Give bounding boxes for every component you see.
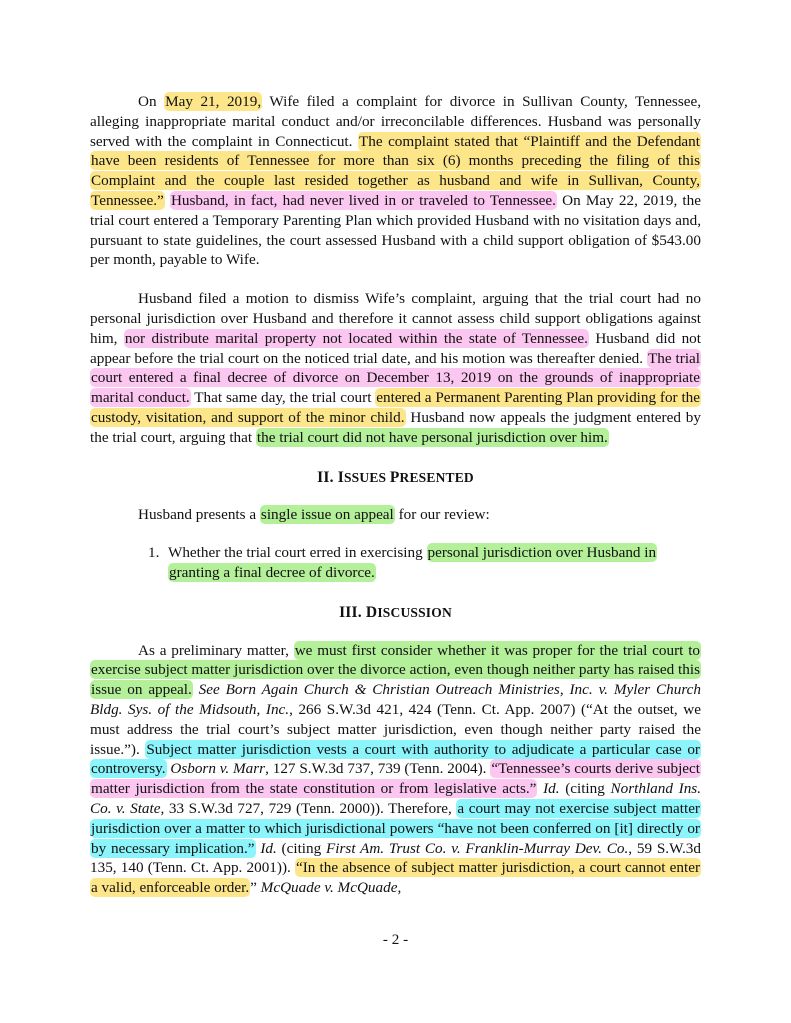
text-run: Husband filed a motion to dismiss Wife’s complaint, arguing that the trial court had no personal jurisdiction over Husband and therefore it cannot assess child support obligations against him, (90, 290, 701, 347)
heading-numeral: III. (339, 603, 366, 621)
highlight-jurisdiction-source: “Tennessee’s courts derive subject matter jurisdiction from the state constitution or from legislative acts.” (91, 760, 700, 798)
paragraph-motion-to-dismiss (90, 289, 701, 447)
highlight-husband-never-lived: Husband, in fact, had never lived in or traveled to Tennessee. (170, 191, 556, 209)
text-run: , 266 S.W.3d 421, 424 (Tenn. Ct. App. 2007) (“At the outset, we must address the trial court’s subject matter jurisdiction, even though neither party raised the issue.”). (90, 700, 701, 758)
highlight-powers-not-conferred: a court may not exercise subject matter jurisdiction over a matter to which jurisdictional powers “have not been conferred on [it] directly or by necessary implication.” (91, 799, 700, 857)
text-run: (citing (276, 839, 326, 857)
paragraph-issue-intro (90, 505, 701, 525)
citation-case-name: McQuade v. McQuade (260, 879, 398, 897)
highlight-jurisdiction-definition: Subject matter jurisdiction vests a court with authority to adjudicate a particular case or controversy. (91, 740, 700, 778)
text-run: Husband presents a (138, 506, 260, 524)
text-run: , 127 S.W.3d 737, 739 (Tenn. 2004). (265, 760, 491, 778)
text-run: for our review: (394, 506, 490, 524)
text-run: (citing (559, 780, 611, 798)
section-heading-issues-presented (90, 468, 701, 488)
heading-cap: I (337, 468, 344, 486)
highlight-no-valid-order: “In the absence of subject matter jurisdiction, a court cannot enter a valid, enforceable order. (91, 859, 701, 897)
highlight-date-filed: May 21, 2019, (165, 93, 262, 110)
citation-case-name: Osborn v. Marr (170, 760, 266, 778)
citation-case-name: First Am. Trust Co. v. Franklin-Murray Dev. Co. (326, 839, 629, 857)
text-run: ” (250, 879, 261, 897)
heading-cap: P (389, 468, 400, 486)
heading-numeral: II. (317, 468, 338, 486)
text-run: Whether the trial court erred in exercising (168, 544, 427, 562)
highlight-subject-matter-consideration: we must first consider whether it was proper for the trial court to exercise subject matter jurisdiction over the divorce action, even though neither party has raised this issue on appeal. (91, 641, 701, 699)
text-run: On (138, 93, 165, 110)
text-run: , (397, 879, 402, 897)
highlight-parenting-plan: entered a Permanent Parenting Plan providing for the custody, visitation, and support of the minor child. (91, 389, 700, 426)
text-run: , 33 S.W.3d 727, 729 (Tenn. 2000)). Therefore, (160, 799, 457, 817)
citation-id: Id. (260, 839, 277, 857)
issue-list (148, 543, 701, 583)
list-number: 1. (148, 544, 160, 562)
highlight-issue-personal-jurisdiction: personal jurisdiction over Husband in granting a final decree of divorce. (169, 544, 657, 581)
citation-case-name: See Born Again Church & Christian Outreach Ministries, Inc. v. Myler Church Bldg. Sys. of the Midsouth, Inc. (90, 681, 701, 718)
paragraph-background (90, 92, 701, 270)
text-run: Husband now appeals the judgment entered by the trial court, arguing that (90, 408, 701, 446)
text-run: On May 22, 2019, the trial court entered a Temporary Parenting Plan which provided Husband with no visitation days and, pursuant to state guidelines, the court assessed Husband with a child support obligation of $543.00 per month, payable to Wife. (90, 191, 701, 269)
list-item (148, 543, 701, 583)
text-run: , 59 S.W.3d 135, 140 (Tenn. Ct. App. 2001)). (90, 839, 701, 877)
text-run: Wife filed a complaint for divorce in Sullivan County, Tennessee, alleging inappropriate marital conduct and/or irreconcilable differences. Husband was personally served with the complaint in Connecticut. (90, 93, 702, 150)
heading-smallcaps: RESENTED (399, 469, 474, 485)
page-number: - 2 - (382, 931, 409, 948)
text-run: That same day, the trial court (190, 389, 376, 407)
highlight-complaint-statement: The complaint stated that “Plaintiff and the Defendant have been residents of Tennessee for more than six (6) months preceding the filing of this Complaint and the couple last resided together as husband and wife in Sullivan, County, Tennessee.” (91, 132, 700, 209)
highlight-marital-property: nor distribute marital property not located within the state of Tennessee. (124, 329, 588, 347)
heading-smallcaps: SSUES (343, 469, 390, 485)
highlight-final-decree: The trial court entered a final decree of divorce on December 13, 2019 on the grounds of inappropriate marital conduct. (91, 349, 700, 407)
heading-smallcaps: ISCUSSION (377, 604, 452, 620)
citation-case-name: Northland Ins. Co. v. State (90, 780, 701, 817)
paragraph-discussion (90, 641, 701, 898)
section-heading-discussion (90, 603, 701, 623)
text-run: Husband did not appear before the trial court on the noticed trial date, and his motion was thereafter denied. (90, 329, 701, 367)
highlight-no-personal-jurisdiction: the trial court did not have personal jurisdiction over him. (256, 428, 608, 446)
citation-id: Id. (543, 780, 560, 798)
highlight-single-issue: single issue on appeal (260, 506, 394, 524)
heading-cap: D (365, 603, 378, 621)
text-run: As a preliminary matter, (138, 641, 294, 659)
